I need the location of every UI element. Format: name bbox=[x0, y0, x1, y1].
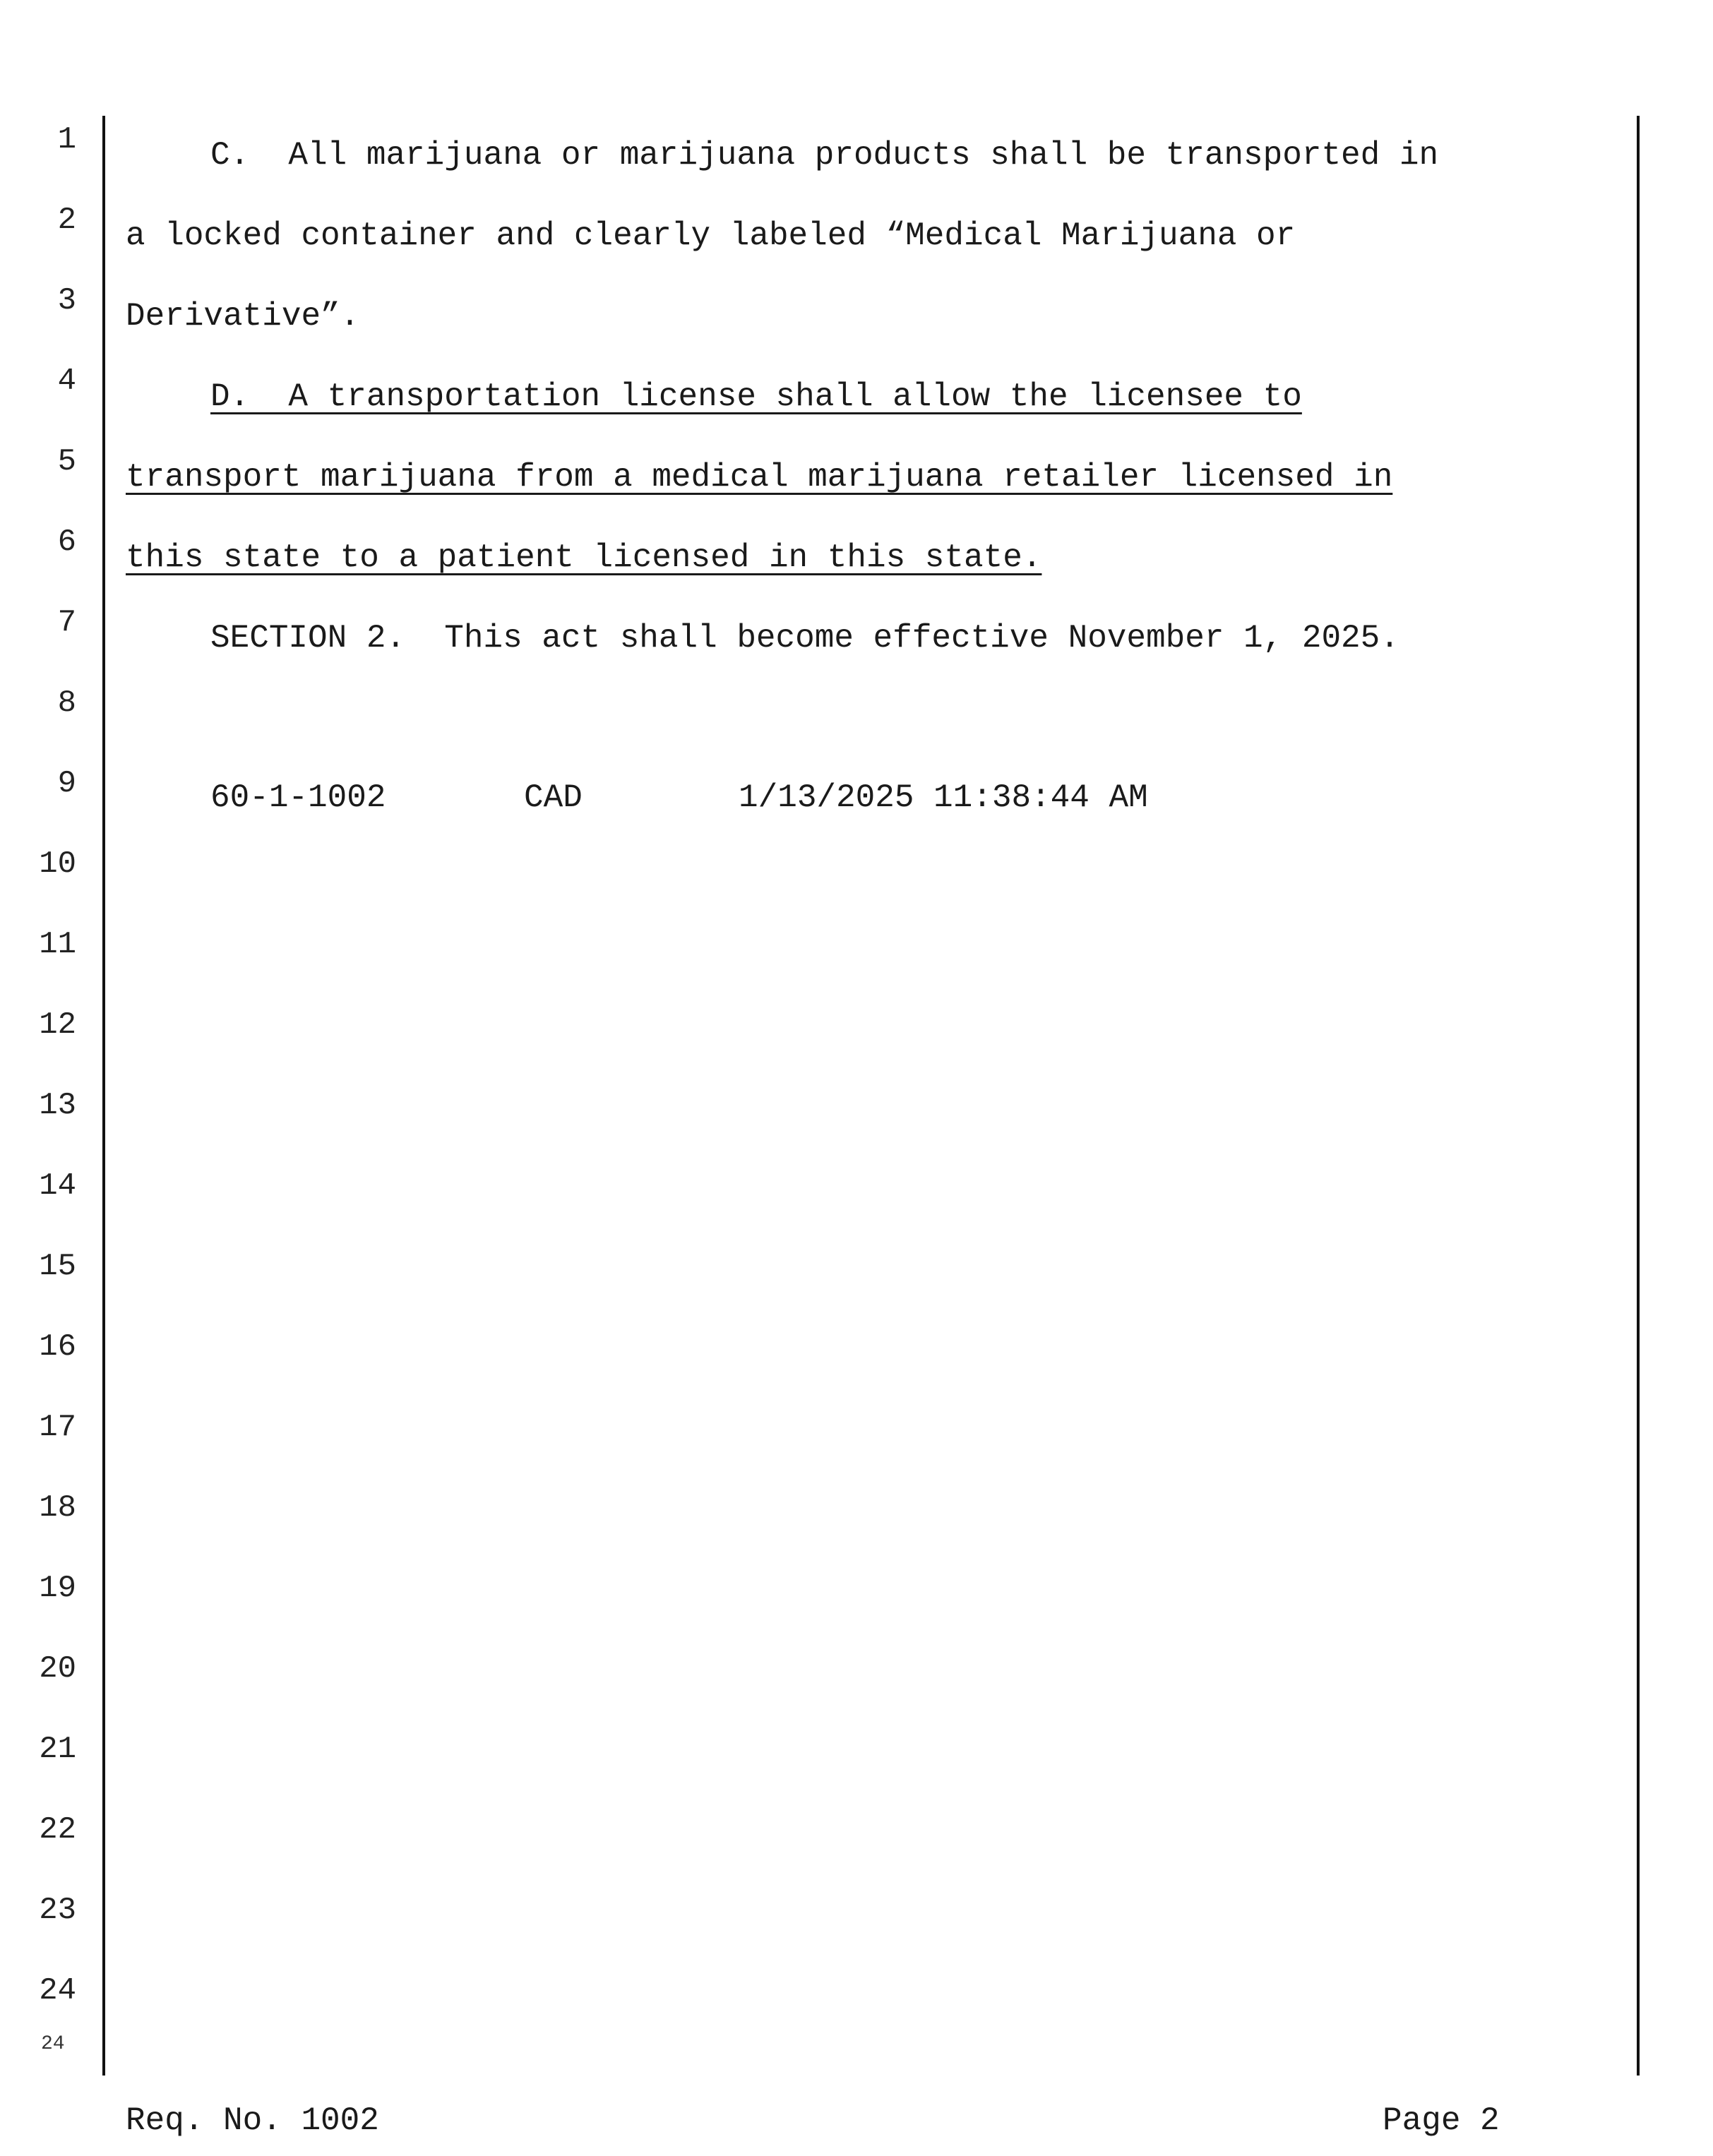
line-number: 24 bbox=[39, 1973, 76, 2008]
footer-request-number: Req. No. 1002 bbox=[126, 2102, 379, 2139]
clipped-line-number-fragment: 24 bbox=[41, 2033, 65, 2055]
line-number: 6 bbox=[57, 525, 76, 560]
section-c-line-2: a locked container and clearly labeled “Medical Marijuana or bbox=[126, 217, 1296, 254]
line-number: 3 bbox=[57, 283, 76, 318]
left-margin-rule bbox=[102, 116, 105, 2076]
section-d-line-3: this state to a patient licensed in this state. bbox=[126, 539, 1042, 576]
line-number: 16 bbox=[39, 1329, 76, 1365]
section-2-effective-date: SECTION 2. This act shall become effective November 1, 2025. bbox=[210, 620, 1399, 657]
right-margin-rule bbox=[1637, 116, 1640, 2076]
line-number: 20 bbox=[39, 1651, 76, 1687]
line-number: 15 bbox=[39, 1249, 76, 1284]
line-number: 14 bbox=[39, 1168, 76, 1204]
line-number: 13 bbox=[39, 1088, 76, 1123]
line-number: 9 bbox=[57, 766, 76, 801]
section-d-line-2: transport marijuana from a medical marijuana retailer licensed in bbox=[126, 459, 1393, 496]
line-number: 1 bbox=[57, 122, 76, 157]
line-number: 7 bbox=[57, 605, 76, 640]
line-number: 4 bbox=[57, 364, 76, 399]
section-c-line-1: C. All marijuana or marijuana products shall be transported in bbox=[210, 137, 1439, 174]
line-number: 19 bbox=[39, 1571, 76, 1606]
line-number: 11 bbox=[39, 927, 76, 962]
drafter-initials: CAD bbox=[524, 779, 583, 816]
section-c-line-3: Derivative”. bbox=[126, 298, 360, 335]
line-number: 12 bbox=[39, 1007, 76, 1043]
line-number: 2 bbox=[57, 203, 76, 238]
line-number: 18 bbox=[39, 1490, 76, 1526]
line-number: 23 bbox=[39, 1893, 76, 1928]
line-number: 21 bbox=[39, 1732, 76, 1767]
footer-page-number: Page 2 bbox=[1383, 2102, 1500, 2139]
line-number: 8 bbox=[57, 685, 76, 721]
line-number: 17 bbox=[39, 1410, 76, 1445]
section-d-line-1: D. A transportation license shall allow the licensee to bbox=[210, 378, 1302, 415]
line-number: 10 bbox=[39, 846, 76, 882]
line-number: 5 bbox=[57, 444, 76, 479]
draft-timestamp: 1/13/2025 11:38:44 AM bbox=[739, 779, 1148, 816]
line-number: 22 bbox=[39, 1812, 76, 1847]
request-code: 60-1-1002 bbox=[210, 779, 386, 816]
